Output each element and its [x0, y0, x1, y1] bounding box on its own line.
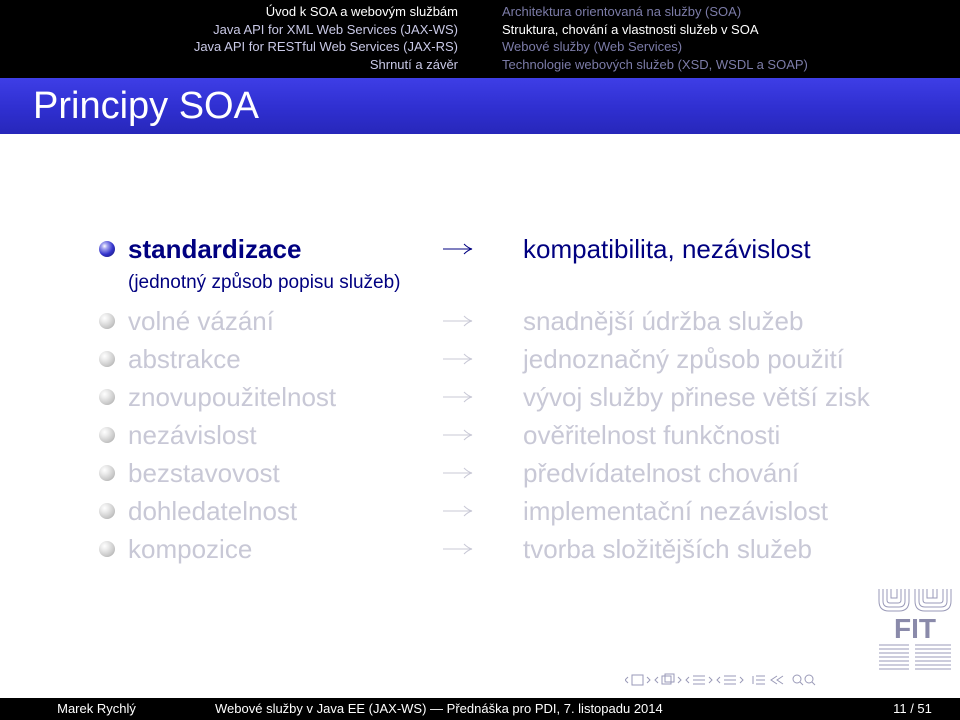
nav-part-icon[interactable] — [724, 676, 736, 684]
principle-result: vývoj služby přinese větší zisk — [523, 382, 870, 412]
right-arrow-icon — [443, 352, 473, 366]
principle-result: kompatibilita, nezávislost — [523, 234, 811, 264]
right-arrow-icon — [443, 504, 473, 518]
principle-result: tvorba složitějších služeb — [523, 534, 813, 564]
principle-result: snadnější údržba služeb — [523, 306, 804, 336]
nav-frame-icon[interactable] — [632, 675, 643, 685]
principle-result: ověřitelnost funkčnosti — [523, 420, 781, 450]
principle-term: kompozice — [128, 534, 253, 564]
frame-title: Principy SOA — [33, 85, 259, 127]
nav-subsection-soa[interactable]: Architektura orientovaná na služby (SOA) — [502, 4, 742, 19]
footer — [0, 698, 960, 720]
right-arrow-icon — [443, 314, 473, 328]
nav-next-frame-icon[interactable] — [647, 677, 650, 683]
nav-section-jax-ws[interactable]: Java API for XML Web Services (JAX-WS) — [213, 21, 458, 37]
nav-subsection-web-services[interactable]: Webové služby (Web Services) — [502, 39, 683, 55]
principle-term: nezávislost — [128, 420, 257, 450]
footer-author: Marek Rychlý — [0, 698, 193, 720]
principle-result: předvídatelnost chování — [523, 458, 800, 488]
bullet-icon — [99, 351, 115, 367]
nav-subsection-technologies[interactable]: Technologie webových služeb (XSD, WSDL a SOAP) — [502, 56, 808, 72]
bullet-icon — [99, 427, 115, 443]
nav-subsection-icon[interactable] — [662, 674, 674, 684]
right-arrow-icon — [443, 466, 473, 480]
beamer-navigation-symbols — [625, 672, 955, 688]
principle-subnote: (jednotný způsob popisu služeb) — [128, 272, 401, 293]
nav-back-icon[interactable] — [771, 676, 783, 684]
nav-section-jax-rs[interactable]: Java API for RESTful Web Services (JAX-RS) — [193, 39, 458, 55]
fit-logo-text: FIT — [894, 613, 936, 644]
principle-row-kompozice — [0, 532, 960, 566]
principle-term: znovupoužitelnost — [128, 382, 337, 412]
principle-term: standardizace — [128, 234, 302, 264]
nav-next-subsection-icon[interactable] — [678, 677, 681, 683]
subsection-navigation — [502, 3, 952, 73]
principle-term: abstrakce — [128, 344, 241, 374]
principle-term: dohledatelnost — [128, 496, 298, 526]
header-navigation — [0, 0, 960, 78]
nav-prev-part-icon[interactable] — [717, 677, 720, 683]
bullet-icon — [99, 389, 115, 405]
right-arrow-icon — [443, 542, 473, 556]
principle-row-znovupouzitelnost — [0, 380, 960, 414]
principle-row-standardizace — [0, 232, 960, 266]
bullet-icon — [99, 241, 115, 257]
nav-next-section-icon[interactable] — [709, 677, 712, 683]
nav-section-intro[interactable]: Úvod k SOA a webovým službám — [265, 4, 458, 19]
principle-row-bezstavovost — [0, 456, 960, 490]
nav-subsection-structure[interactable]: Struktura, chování a vlastnosti služeb v SOA — [502, 21, 759, 37]
frame-title-bar — [0, 78, 960, 134]
principle-result: implementační nezávislost — [523, 496, 828, 526]
nav-next-part-icon[interactable] — [740, 677, 743, 683]
nav-search-icon[interactable] — [793, 675, 815, 685]
fit-logo — [877, 587, 953, 671]
bullet-icon — [99, 313, 115, 329]
nav-section-summary[interactable]: Shrnutí a závěr — [369, 56, 458, 72]
section-navigation — [0, 3, 458, 73]
right-arrow-icon — [443, 390, 473, 404]
principle-result: jednoznačný způsob použití — [523, 344, 844, 374]
principle-row-abstrakce — [0, 342, 960, 376]
right-arrow-icon — [443, 428, 473, 442]
principle-term: bezstavovost — [128, 458, 280, 488]
footer-page-number: 11 / 51 — [865, 698, 960, 720]
principle-row-dohledatelnost — [0, 494, 960, 528]
nav-prev-section-icon[interactable] — [686, 677, 689, 683]
bullet-icon — [99, 541, 115, 557]
principle-row-nezavislost — [0, 418, 960, 452]
nav-appendix-icon[interactable] — [753, 676, 765, 684]
footer-title: Webové služby v Java EE (JAX-WS) — Přednáška pro PDI, 7. listopadu 2014 — [193, 698, 865, 720]
bullet-icon — [99, 465, 115, 481]
nav-section-icon[interactable] — [693, 676, 705, 684]
right-arrow-icon — [443, 242, 473, 256]
nav-prev-subsection-icon[interactable] — [655, 677, 658, 683]
principle-row-volne-vazani — [0, 304, 960, 338]
principle-term: volné vázání — [128, 306, 274, 336]
nav-prev-frame-icon[interactable] — [625, 677, 628, 683]
bullet-icon — [99, 503, 115, 519]
